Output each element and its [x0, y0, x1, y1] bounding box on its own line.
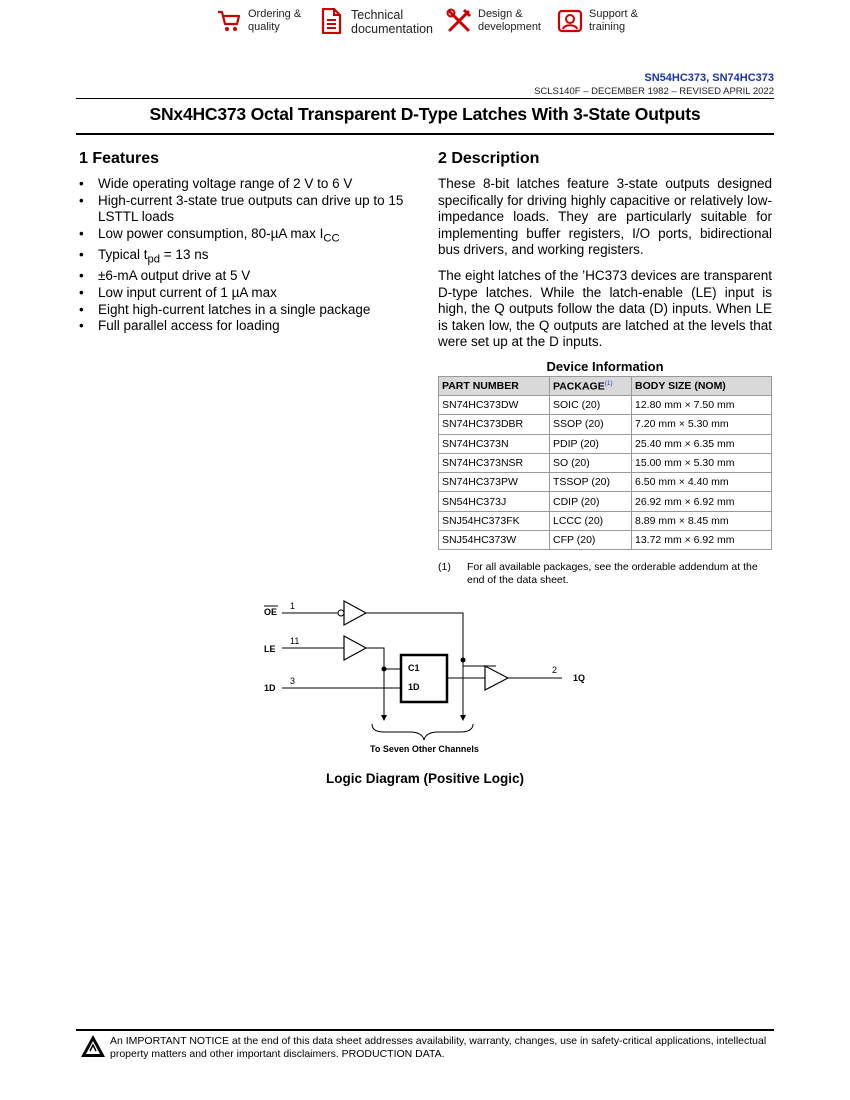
table-footnote	[438, 561, 772, 587]
oe-pin: 1	[290, 601, 296, 611]
oe-buffer	[344, 601, 366, 625]
d-label: 1D	[264, 683, 276, 693]
device-info-table	[438, 376, 772, 550]
latch-c1-label: C1	[408, 663, 420, 673]
feature-item: • Wide operating voltage range of 2 V to 6 V	[79, 176, 409, 193]
document-icon	[319, 8, 345, 34]
design-development-link[interactable]	[446, 8, 541, 34]
le-latch-wire	[366, 648, 401, 669]
header-package: PACKAGE$^{(1)}$	[550, 377, 632, 396]
table-header-row	[439, 377, 772, 396]
footnote-mark: (1)	[438, 561, 451, 573]
q-label: 1Q	[573, 673, 586, 683]
warning-icon	[80, 1034, 106, 1058]
support-icon	[557, 8, 583, 34]
latch-1d-label: 1D	[408, 682, 420, 692]
support-training-label: Support & training	[589, 8, 638, 33]
channels-brace	[372, 724, 473, 740]
revision-line: SCLS140F – DECEMBER 1982 – REVISED APRIL 2022	[534, 86, 774, 97]
document-title: SNx4HC373 Octal Transparent D-Type Latches With 3-State Outputs	[149, 104, 701, 124]
technical-documentation-link[interactable]	[319, 8, 433, 36]
feature-item: • Full parallel access for loading	[79, 318, 409, 335]
feature-item: • Low power consumption, 80-µA $\max I_{CC}$	[79, 226, 409, 247]
description-paragraph-2: The eight latches of the ’HC373 devices are transparent D-type latches. While the latch-enable (LE) input is high, the Q outputs follow the data (D) inputs. When LE is taken low, the Q outputs are latched at the levels that were set up at the D inputs.	[438, 268, 772, 350]
support-training-link[interactable]	[557, 8, 638, 34]
description-paragraph-1: These 8-bit latches feature 3-state outputs designed specifically for driving highly capacitive or relatively low-impedance loads. They are particularly suitable for implementing buffer registers, I/O ports, bidirectional bus drivers, and working registers.	[438, 176, 772, 258]
ordering-quality-label: Ordering & quality	[248, 8, 302, 33]
diagram-caption: Logic Diagram (Positive Logic)	[325, 771, 525, 786]
table-row: SNJ54HC373W CFP (20) 13.72 mm × 6.92 mm	[439, 531, 772, 550]
cart-icon	[216, 8, 242, 34]
d-pin: 3	[290, 676, 296, 686]
table-row: SN74HC373NSR SO (20) 15.00 mm × 5.30 mm	[439, 453, 772, 472]
feature-item: • Low input current of 1 µA max	[79, 285, 409, 302]
feature-item: • ±6-mA output drive at 5 V	[79, 268, 409, 285]
footnote-ref[interactable]: (1)	[604, 379, 613, 387]
footnote-text: For all available packages, see the orderable addendum at the end of the data sheet.	[467, 561, 758, 586]
table-row: SN74HC373PW TSSOP (20) 6.50 mm × 4.40 mm	[439, 473, 772, 492]
feature-item: • Typical $t_{pd} = 13$ ns	[79, 247, 409, 268]
header-divider	[76, 98, 774, 99]
table-row: SN54HC373J CDIP (20) 26.92 mm × 6.92 mm	[439, 492, 772, 511]
table-row: SN74HC373N PDIP (20) 25.40 mm × 6.35 mm	[439, 434, 772, 453]
tools-icon	[446, 8, 472, 34]
header-part-number: PART NUMBER	[439, 377, 550, 396]
technical-documentation-label: Technical documentation	[351, 8, 434, 36]
title-divider	[76, 133, 774, 135]
header-body-size: BODY SIZE (NOM)	[632, 377, 772, 396]
important-notice: An IMPORTANT NOTICE at the end of this data sheet addresses availability, warranty, changes, use in safety-critical applications, intellectual property matters and other important disclaimers. PRODUCTION DATA.	[110, 1035, 767, 1060]
enable-control-wire	[463, 660, 496, 666]
table-row: SN74HC373DBR SSOP (20) 7.20 mm × 5.30 mm	[439, 415, 772, 434]
device-info-title: Device Information	[546, 359, 664, 374]
table-row: SNJ54HC373FK LCCC (20) 8.89 mm × 8.45 mm	[439, 511, 772, 530]
oe-label: OE	[264, 607, 278, 617]
oe-inversion-bubble	[338, 610, 344, 616]
resource-navbar	[0, 8, 850, 40]
features-heading: 1 Features	[79, 150, 160, 167]
table-row: SN74HC373DW SOIC (20) 12.80 mm × 7.50 mm	[439, 396, 772, 415]
output-buffer	[485, 666, 508, 690]
q-pin: 2	[552, 665, 558, 675]
ordering-quality-link[interactable]	[216, 8, 301, 34]
feature-item: • High-current 3-state true outputs can drive up to 15 LSTTL loads	[79, 193, 409, 226]
le-pin: 11	[290, 636, 300, 646]
design-development-label: Design & development	[478, 8, 541, 33]
feature-item: • Eight high-current latches in a single package	[79, 302, 409, 319]
features-list	[79, 176, 409, 335]
description-heading: 2 Description	[438, 150, 540, 167]
part-numbers: SN54HC373, SN74HC373	[644, 72, 774, 84]
logic-diagram	[260, 600, 600, 760]
le-buffer	[344, 636, 366, 660]
footer-divider	[76, 1029, 774, 1031]
le-junction	[382, 667, 387, 672]
le-label: LE	[264, 644, 276, 654]
channels-note: To Seven Other Channels	[370, 744, 479, 754]
enable-junction	[461, 658, 466, 663]
